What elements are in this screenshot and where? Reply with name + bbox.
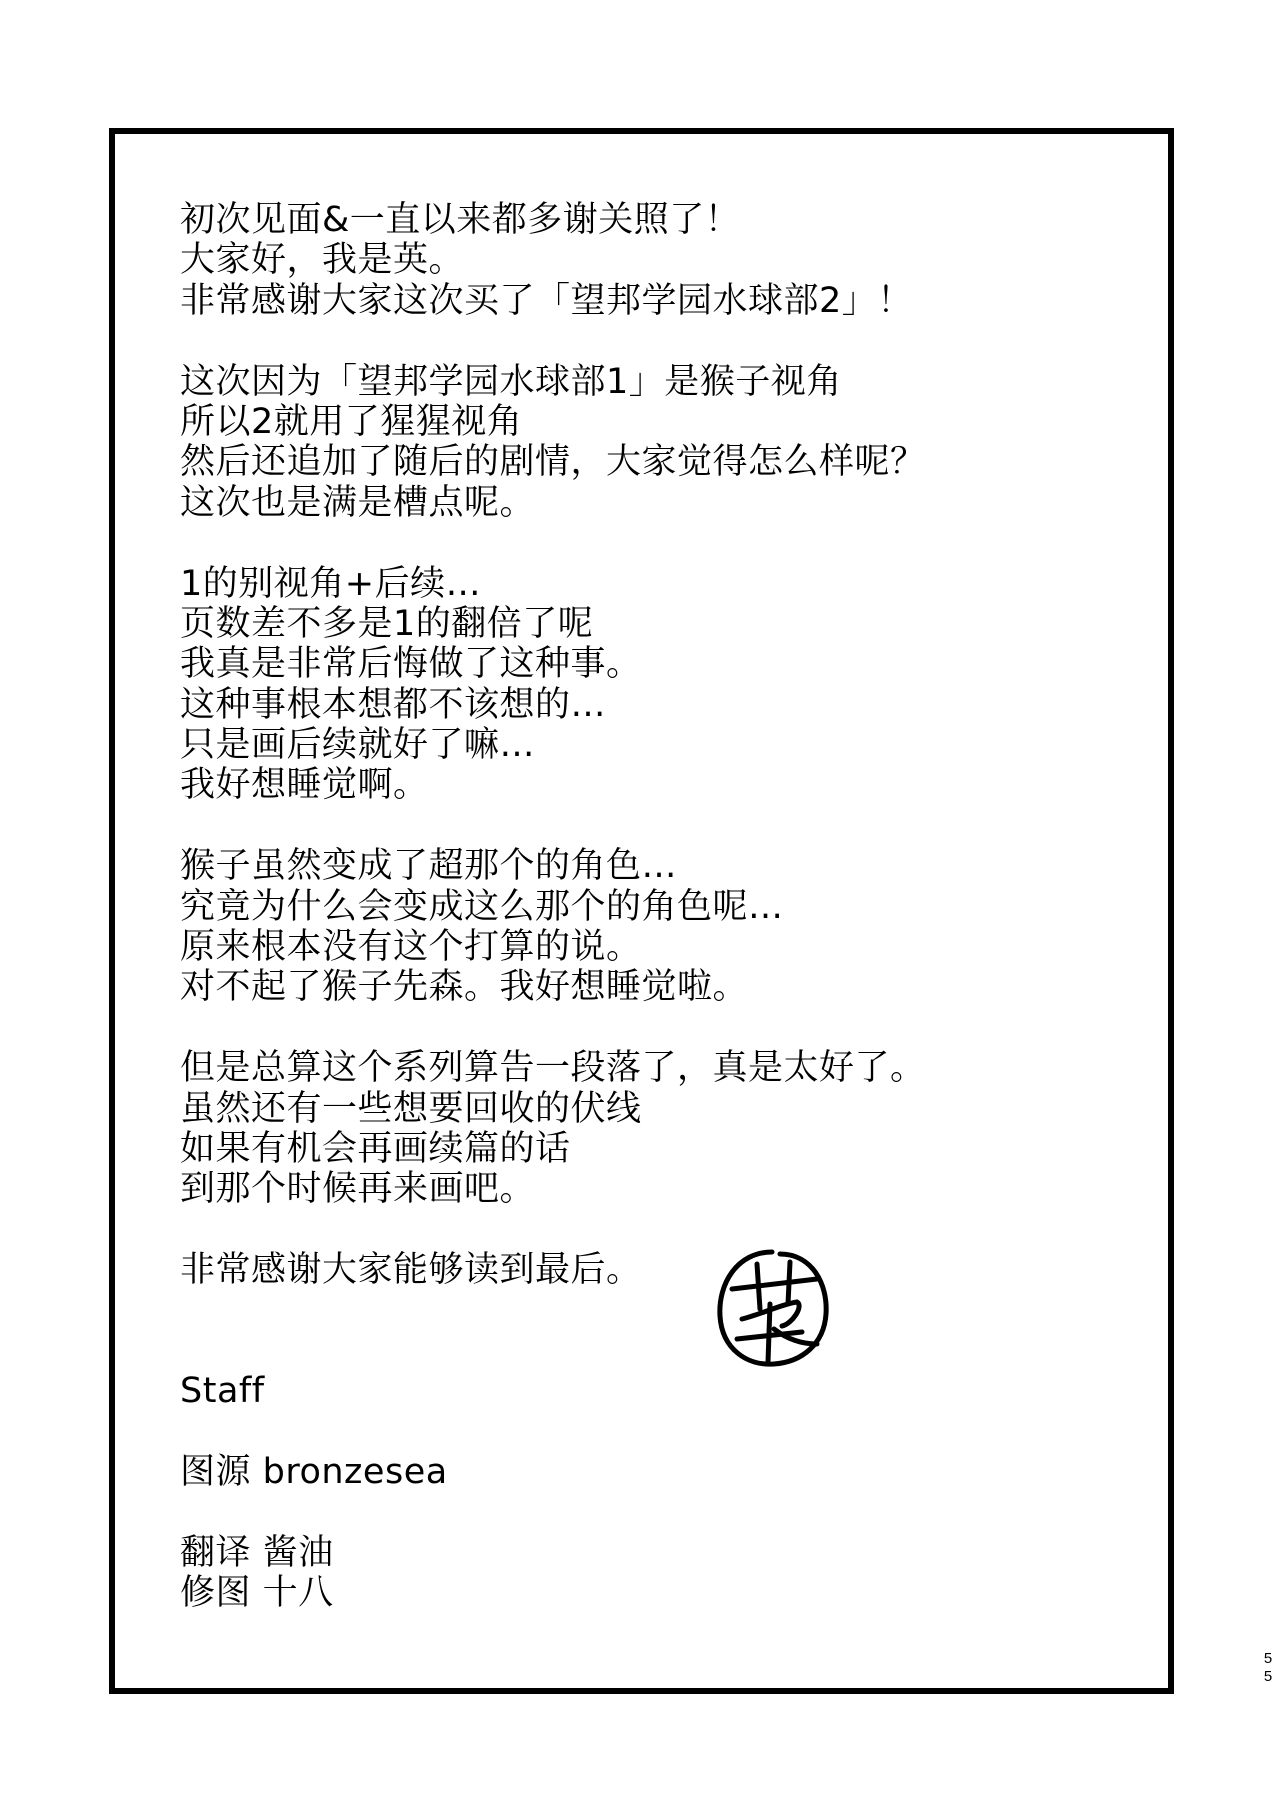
- blank-line: [180, 1412, 926, 1452]
- page-number-digit: 5: [1263, 1650, 1273, 1667]
- blank-line: [180, 321, 926, 361]
- text-line: 猴子虽然变成了超那个的角色…: [180, 846, 678, 887]
- text-line: 修图 十八: [180, 1573, 334, 1614]
- blank-line: [180, 806, 926, 846]
- blank-line: [180, 1008, 926, 1048]
- text-line: 原来根本没有这个打算的说。: [180, 927, 642, 968]
- text-line: 非常感谢大家能够读到最后。: [180, 1250, 642, 1291]
- text-line: 大家好，我是英。: [180, 240, 465, 281]
- text-line: 非常感谢大家这次买了「望邦学园水球部2」！: [180, 280, 913, 321]
- blank-line: [180, 523, 926, 563]
- text-line: 如果有机会再画续篇的话: [180, 1128, 571, 1169]
- blank-line: [180, 1493, 926, 1533]
- text-line: 我真是非常后悔做了这种事。: [180, 644, 642, 685]
- text-line: 1的别视角+后续…: [180, 563, 482, 604]
- signature-seal-icon: [712, 1244, 836, 1372]
- text-line: Staff: [180, 1371, 265, 1412]
- text-line: 到那个时候再来画吧。: [180, 1169, 536, 1210]
- text-line: 只是画后续就好了嘛…: [180, 725, 536, 766]
- text-line: 初次见面&一直以来都多谢关照了！: [180, 200, 741, 240]
- text-line: 虽然还有一些想要回收的伏线: [180, 1088, 642, 1129]
- afterword-text: [180, 200, 926, 1614]
- page-number-digit: 5: [1263, 1668, 1273, 1685]
- text-line: 翻译 酱油: [180, 1532, 334, 1573]
- text-line: 这次也是满是槽点呢。: [180, 482, 536, 523]
- text-line: 究竟为什么会变成这么那个的角色呢…: [180, 886, 784, 927]
- text-line: 页数差不多是1的翻倍了呢: [180, 603, 594, 644]
- page-number: [1262, 1650, 1274, 1686]
- text-line: 这种事根本想都不该想的…: [180, 684, 607, 725]
- text-line: 所以2就用了猩猩视角: [180, 401, 523, 442]
- text-line: 这次因为「望邦学园水球部1」是猴子视角: [180, 361, 842, 402]
- text-line: 我好想睡觉啊。: [180, 765, 429, 806]
- text-line: 对不起了猴子先森。我好想睡觉啦。: [180, 967, 749, 1008]
- text-line: 图源 bronzesea: [180, 1452, 448, 1493]
- text-line: 然后还追加了随后的剧情，大家觉得怎么样呢？: [180, 442, 926, 483]
- text-line: 但是总算这个系列算告一段落了，真是太好了。: [180, 1048, 926, 1089]
